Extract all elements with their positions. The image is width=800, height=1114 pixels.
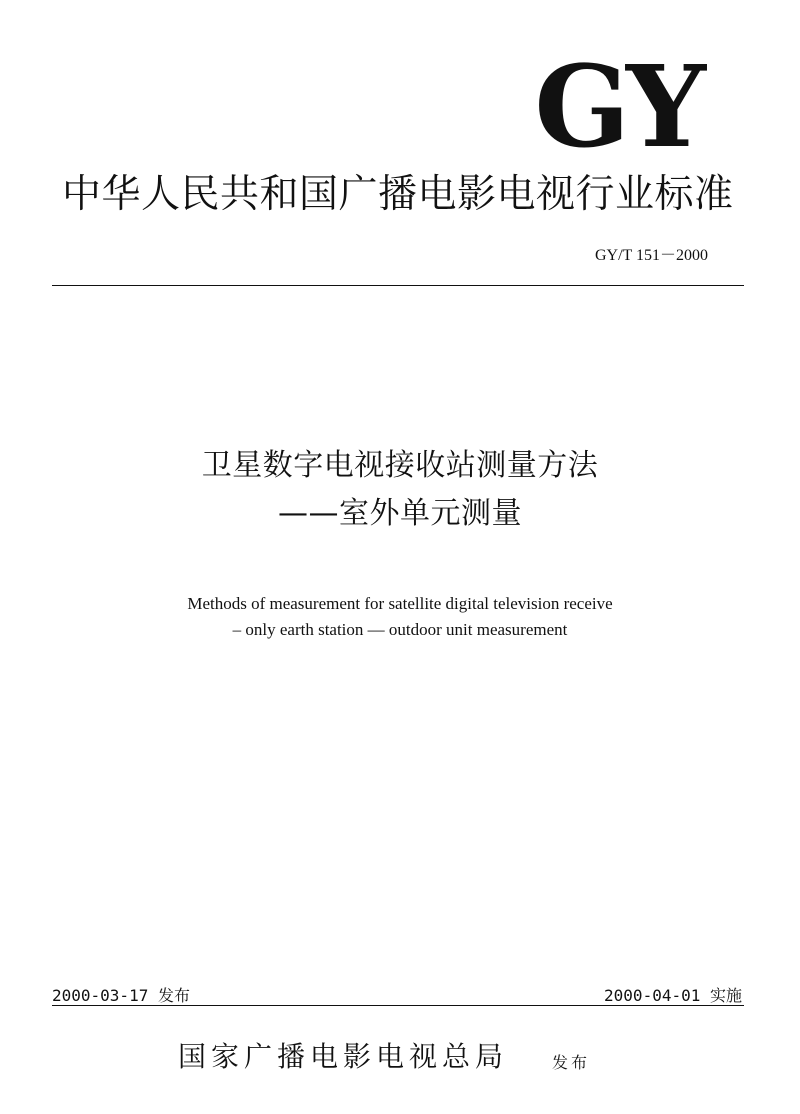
gy-logo: GY: [534, 42, 702, 173]
header-divider: [52, 285, 744, 286]
english-title-line-1: Methods of measurement for satellite digital television receive: [187, 594, 613, 613]
chinese-title-line-2: ——室外单元测量: [278, 496, 522, 531]
chinese-title: [0, 442, 800, 538]
publisher-name: 国家广播电影电视总局: [178, 1040, 509, 1073]
standard-organization-title: 中华人民共和国广播电影电视行业标准: [62, 172, 734, 217]
date-divider: [52, 1005, 744, 1006]
issue-date: 2000-03-17 发布: [52, 986, 190, 1005]
english-title: [0, 591, 800, 643]
chinese-title-line-1: 卫星数字电视接收站测量方法: [201, 448, 599, 483]
implementation-date: 2000-04-01 实施: [604, 986, 742, 1005]
standard-code: GY/T 151－2000: [594, 247, 708, 264]
publisher-suffix: 发布: [552, 1053, 591, 1072]
english-title-line-2: – only earth station — outdoor unit measurement: [232, 620, 568, 639]
